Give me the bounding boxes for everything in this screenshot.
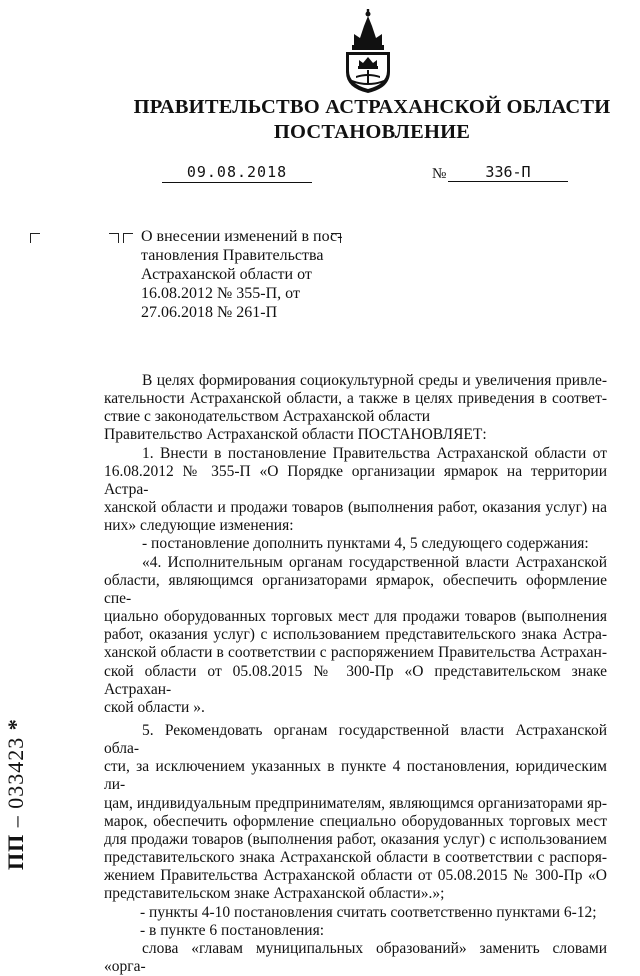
left-margin-corner-mark: [30, 233, 40, 243]
body-line: Правительство Астраханской области ПОСТАНОВЛЯЕТ:: [104, 426, 487, 444]
body-line: - постановление дополнить пунктами 4, 5 следующего содержания:: [142, 535, 589, 553]
document-body: [104, 372, 607, 976]
body-line: для продажи товаров (выполнения работ, оказания услуг) с использованием: [104, 830, 607, 848]
body-line: «4. Исполнительным органам государственной власти Астраханской: [142, 553, 607, 571]
stamp-series: ПП: [3, 833, 28, 870]
stamp-number: 033423: [3, 736, 28, 809]
subject-line: 16.08.2012 № 355-П, от: [141, 285, 300, 302]
government-title: ПРАВИТЕЛЬСТВО АСТРАХАНСКОЙ ОБЛАСТИ: [133, 96, 611, 118]
subject-corner-mark-2: [123, 233, 133, 243]
body-line: ской области ».: [104, 698, 205, 716]
subject-line: 27.06.2018 № 261-П: [141, 304, 278, 321]
body-line: 1. Внести в постановление Правительства Астраханской области от: [142, 444, 607, 462]
number-label: №: [432, 166, 447, 182]
body-line: области, являющимся организаторами ярмарок, обеспечить оформление спе-: [104, 571, 607, 607]
body-line: кательности Астраханской области, а также в целях приведения в соответ-: [104, 390, 607, 408]
body-line: - пункты 4-10 постановления считать соответственно пунктами 6-12;: [140, 903, 597, 921]
body-line: ханской области и продажи товаров (выполнения работ, оказания услуг) на: [104, 499, 607, 517]
body-line: 5. Рекомендовать органам государственной власти Астраханской обла-: [104, 721, 607, 758]
subject-corner-mark-1: [109, 233, 119, 243]
body-line: сти, за исключением указанных в пункте 4 постановления, юридическим ли-: [104, 758, 607, 794]
body-line: ской области от 05.08.2015 № 300-Пр «О представительском знаке Астрахан-: [104, 662, 607, 698]
document-number: 336-П: [448, 163, 568, 182]
document-type-title: ПОСТАНОВЛЕНИЕ: [273, 121, 471, 143]
body-line: представительского знака Астраханской области в соответствии с распоря-: [104, 849, 607, 867]
stamp-dash: –: [3, 815, 28, 828]
body-line: В целях формирования социокультурной среды и увеличения привле-: [142, 372, 607, 389]
body-line: слова «главам муниципальных образований» заменить словами «орга-: [104, 939, 607, 975]
document-subject: [141, 227, 391, 322]
subject-line: О внесении изменений в пос-: [141, 228, 343, 245]
body-line: работ, оказания услуг) с использованием представительского знака Астра-: [104, 626, 607, 644]
document-date: 09.08.2018: [162, 163, 312, 183]
subject-line: тановления Правительства: [141, 247, 324, 264]
coat-of-arms-emblem: [334, 8, 402, 94]
body-line: 16.08.2012 № 355-П «О Порядке организации ярмарок на территории Астра-: [104, 462, 607, 498]
subject-line: Астраханской области от: [141, 266, 312, 283]
body-line: - в пункте 6 постановления:: [140, 921, 325, 939]
form-serial-stamp: [3, 718, 29, 870]
body-line: жением Правительства Астраханской области от 05.08.2015 № 300-Пр «О: [104, 867, 607, 885]
body-line: циально оборудованных торговых мест для продажи товаров (выполнения: [104, 608, 607, 626]
stamp-mark: *: [3, 718, 28, 731]
body-line: цам, индивидуальным предпринимателям, являющимся организаторами яр-: [104, 794, 607, 812]
body-line: представительском знаке Астраханской области».»;: [104, 885, 445, 903]
body-line: ствие с законодательством Астраханской области: [104, 408, 431, 426]
body-line: ханской области в соответствии с распоряжением Правительства Астрахан-: [104, 644, 607, 662]
body-line: них» следующие изменения:: [104, 517, 294, 535]
body-line: марок, обеспечить оформление специально оборудованных торговых мест: [104, 812, 607, 830]
